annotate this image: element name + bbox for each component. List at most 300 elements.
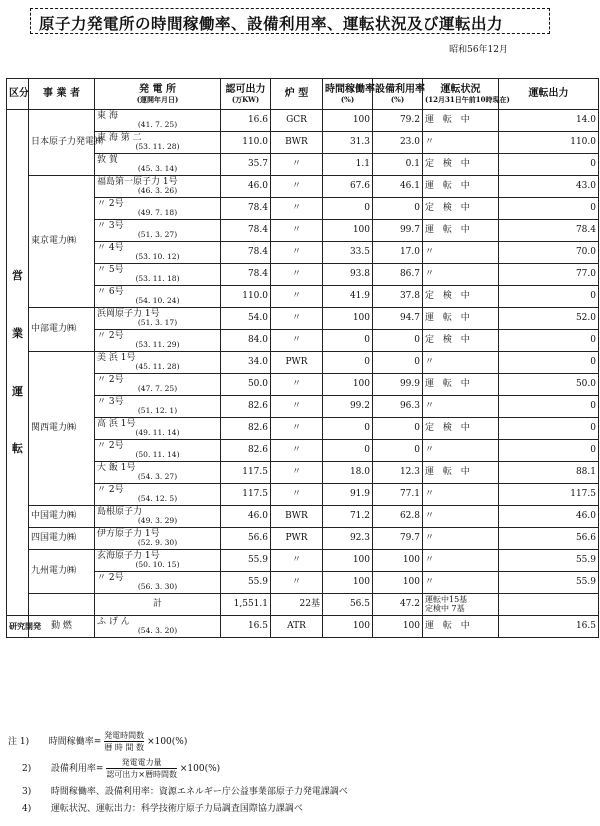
table-row [7,440,599,462]
header-plant-sub: (運開年月日) [136,94,179,104]
capacity-cell: 46.0 [221,506,271,528]
reactor-cell: BWR [271,132,323,154]
header-category: 区分 [7,79,29,110]
time-rate-cell: 71.2 [323,506,373,528]
plant-name: 〃 2号 [97,330,124,341]
time-rate-cell: 100 [323,308,373,330]
operator-tepco: 東京電力㈱ [29,176,95,308]
note-3-text: 時間稼働率、設備利用率：資源エネルギー庁公益事業部原子力発電課調べ [50,787,348,797]
category-commercial [7,110,29,616]
note-2-tail: ×100(%) [179,764,221,774]
table-row [7,198,599,220]
output-cell: 70.0 [499,242,599,264]
research-plant [95,616,221,638]
note-1-number: 1) [19,737,30,747]
header-time-rate-label: 時間稼働率 [325,84,375,96]
note-1 [8,730,588,753]
header-cap-factor-sub: (%) [390,94,405,104]
plant-name: 美 浜 1号 [97,352,136,363]
cap-factor-cell: 23.0 [373,132,423,154]
header-plant [95,79,221,110]
table-row [7,374,599,396]
category-research: 研究開発 [7,616,29,638]
plant-date: (56. 3. 30) [137,582,178,592]
cap-factor-cell: 37.8 [373,286,423,308]
capacity-cell: 34.0 [221,352,271,374]
table-row [7,242,599,264]
status-cell: 定 検 中 [423,330,499,352]
time-rate-cell: 0 [323,418,373,440]
time-rate-cell: 0 [323,352,373,374]
plant-cell [95,374,221,396]
status-cell: 〃 [423,550,499,572]
time-rate-cell: 93.8 [323,264,373,286]
status-cell: 運 転 中 [423,220,499,242]
capacity-cell: 117.5 [221,484,271,506]
plant-date: (50. 10. 15) [135,560,180,570]
plant-cell [95,154,221,176]
time-rate-cell: 100 [323,550,373,572]
notes [8,730,588,818]
capacity-cell: 55.9 [221,550,271,572]
table-row [7,110,599,132]
note-2-text: 設備利用率= [50,764,104,774]
status-cell: 〃 [423,264,499,286]
capacity-cell: 82.6 [221,396,271,418]
time-rate-cell: 0 [323,198,373,220]
header-operator: 事 業 者 [29,79,95,110]
plant-name: 福島第一原子力 1号 [97,176,178,187]
note-2-number: 2) [22,764,32,774]
total-row [7,594,599,616]
cap-factor-cell: 99.7 [373,220,423,242]
capacity-cell: 54.0 [221,308,271,330]
output-cell: 0 [499,198,599,220]
plant-name: 島根原子力 [97,506,143,517]
capacity-cell: 56.6 [221,528,271,550]
time-rate-cell: 100 [323,220,373,242]
capacity-cell: 55.9 [221,572,271,594]
reactor-cell: 〃 [271,198,323,220]
time-rate-cell: 18.0 [323,462,373,484]
total-operator-blank [29,594,95,616]
reactor-cell: PWR [271,352,323,374]
capacity-cell: 78.4 [221,264,271,286]
capacity-cell: 16.6 [221,110,271,132]
operator-pnc: 動 燃 [29,616,95,638]
cap-factor-cell: 79.7 [373,528,423,550]
reactor-cell: 〃 [271,572,323,594]
time-rate-cell: 99.2 [323,396,373,418]
plant-name: ふ げ ん [97,616,130,627]
status-cell: 〃 [423,242,499,264]
plant-cell [95,440,221,462]
plant-cell [95,308,221,330]
reactor-cell: PWR [271,528,323,550]
plant-name: 〃 3号 [97,396,124,407]
plant-cell [95,198,221,220]
cap-factor-cell: 96.3 [373,396,423,418]
plant-cell [95,264,221,286]
note-2-numerator: 発電電力量 [106,757,177,769]
plant-cell [95,462,221,484]
output-cell: 0 [499,330,599,352]
header-cap-factor-label: 設備利用率 [375,84,425,96]
status-cell: 〃 [423,484,499,506]
cap-factor-cell: 46.1 [373,176,423,198]
cap-factor-cell: 100 [373,550,423,572]
status-cell: 〃 [423,440,499,462]
table-row [7,418,599,440]
reactor-cell: GCR [271,110,323,132]
capacity-cell: 117.5 [221,462,271,484]
note-4 [8,801,588,814]
operator-chugoku: 中国電力㈱ [29,506,95,528]
status-cell: 運 転 中 [423,374,499,396]
note-2 [8,757,588,780]
status-cell: 運 転 中 [423,616,499,638]
status-cell: 定 検 中 [423,418,499,440]
total-status [423,594,499,616]
note-2-fraction [106,757,177,780]
time-rate-cell: 41.9 [323,286,373,308]
plant-date: (45. 3. 14) [137,164,178,174]
note-1-numerator: 発電時間数 [104,731,145,740]
note-3-number: 3) [22,787,32,797]
plant-cell [95,110,221,132]
plant-name: 玄海原子力 1号 [97,550,160,561]
reactor-cell: 〃 [271,374,323,396]
reactor-cell: 〃 [271,242,323,264]
total-cap-factor: 47.2 [373,594,423,616]
output-cell: 0 [499,154,599,176]
header-capacity-sub: (万KW) [231,94,260,104]
capacity-cell: 16.5 [221,616,271,638]
output-cell: 55.9 [499,572,599,594]
reactor-cell: 〃 [271,418,323,440]
plant-name: 東 海 第 二 [97,132,142,143]
plant-date: (45. 11. 28) [135,362,180,372]
table-row [7,462,599,484]
plant-date: (51. 3. 27) [137,230,178,240]
plant-date: (54. 12. 5) [137,494,178,504]
time-rate-cell: 91.9 [323,484,373,506]
total-reactor-count: 22基 [271,594,323,616]
note-1-text: 時間稼働率= [48,737,102,747]
cap-factor-cell: 0 [373,330,423,352]
plant-name: 〃 2号 [97,440,124,451]
header-time-rate [323,79,373,110]
plant-name: 〃 3号 [97,220,124,231]
cap-factor-cell: 17.0 [373,242,423,264]
table-row [7,154,599,176]
plant-cell [95,242,221,264]
time-rate-cell: 31.3 [323,132,373,154]
time-rate-cell: 92.3 [323,528,373,550]
header-capacity [221,79,271,110]
output-cell: 0 [499,440,599,462]
status-cell: 定 検 中 [423,198,499,220]
plant-cell [95,286,221,308]
table-row [7,484,599,506]
header-plant-label: 発 電 所 [139,84,176,96]
time-rate-cell: 0 [323,330,373,352]
table-row [7,220,599,242]
status-cell: 〃 [423,352,499,374]
output-cell: 46.0 [499,506,599,528]
cap-factor-cell: 0 [373,440,423,462]
plant-cell [95,550,221,572]
capacity-cell: 78.4 [221,220,271,242]
header-capacity-label: 認可出力 [225,84,266,96]
plant-name: 高 浜 1号 [97,418,136,429]
plant-cell [95,132,221,154]
plant-cell [95,396,221,418]
status-cell: 運 転 中 [423,462,499,484]
output-cell: 0 [499,396,599,418]
reactor-cell: 〃 [271,396,323,418]
plant-date: (49. 11. 14) [135,428,180,438]
table-row [7,396,599,418]
plant-date: (54. 10. 24) [135,296,180,306]
table-row [7,506,599,528]
reactor-cell: 〃 [271,462,323,484]
output-cell: 110.0 [499,132,599,154]
cap-factor-cell: 77.1 [373,484,423,506]
output-cell: 88.1 [499,462,599,484]
table-row [7,308,599,330]
note-3 [8,784,588,797]
category-char: 転 [12,442,23,456]
note-1-denominator: 暦 時 間 数 [104,743,144,752]
plant-date: (51. 12. 1) [137,406,178,416]
plant-date: (47. 7. 25) [137,384,178,394]
notes-label: 注 [8,737,18,747]
capacity-cell: 78.4 [221,242,271,264]
plant-date: (41. 7. 25) [137,120,178,130]
plant-name: 〃 2号 [97,572,124,583]
plant-table [6,78,599,638]
reactor-cell: 〃 [271,264,323,286]
time-rate-cell: 0 [323,440,373,462]
plant-date: (53. 11. 29) [135,340,180,350]
cap-factor-cell: 12.3 [373,462,423,484]
plant-name: 伊方原子力 1号 [97,528,160,539]
plant-name: 〃 2号 [97,374,124,385]
time-rate-cell: 1.1 [323,154,373,176]
document-date: 昭和56年12月 [449,45,508,55]
plant-name: 〃 2号 [97,484,124,495]
output-cell: 0 [499,352,599,374]
time-rate-cell: 33.5 [323,242,373,264]
operator-kansai: 関西電力㈱ [29,352,95,506]
cap-factor-cell: 94.7 [373,308,423,330]
plant-cell [95,352,221,374]
header-status-label: 運転状況 [440,84,481,96]
page-title: 原子力発電所の時間稼働率、設備利用率、運転状況及び運転出力 [39,14,504,33]
status-cell: 〃 [423,396,499,418]
category-char: 業 [12,326,23,340]
operator-chubu: 中部電力㈱ [29,308,95,352]
status-cell: 定 検 中 [423,154,499,176]
capacity-cell: 50.0 [221,374,271,396]
plant-date: (46. 3. 26) [137,186,178,196]
plant-name: 浜岡原子力 1号 [97,308,160,319]
status-cell: 〃 [423,506,499,528]
capacity-cell: 82.6 [221,418,271,440]
plant-cell [95,484,221,506]
plant-date: (51. 3. 17) [137,318,178,328]
total-capacity: 1,551.1 [221,594,271,616]
cap-factor-cell: 99.9 [373,374,423,396]
header-status-sub: (12月31日午前10時現在) [425,94,510,104]
research-row [7,616,599,638]
plant-cell [95,528,221,550]
operator-kyushu: 九州電力㈱ [29,550,95,594]
output-cell: 0 [499,418,599,440]
table-row [7,572,599,594]
table-row [7,528,599,550]
reactor-cell: BWR [271,506,323,528]
note-2-denominator: 認可出力×暦時間数 [106,770,177,779]
plant-name: 〃 2号 [97,198,124,209]
note-4-text: 運転状況、運転出力：科学技術庁原子力局調査国際協力課調べ [50,804,303,814]
total-status-running: 運転中15基 [425,595,468,605]
cap-factor-cell: 62.8 [373,506,423,528]
cap-factor-cell: 0 [373,352,423,374]
output-cell: 16.5 [499,616,599,638]
table-row [7,330,599,352]
output-cell: 56.6 [499,528,599,550]
header-output: 運転出力 [499,79,599,110]
cap-factor-cell: 79.2 [373,110,423,132]
status-cell: 定 検 中 [423,286,499,308]
table-body [7,110,599,638]
capacity-cell: 35.7 [221,154,271,176]
cap-factor-cell: 100 [373,572,423,594]
total-time-rate: 56.5 [323,594,373,616]
plant-name: 〃 6号 [97,286,124,297]
status-cell: 〃 [423,528,499,550]
output-cell: 50.0 [499,374,599,396]
output-cell: 14.0 [499,110,599,132]
plant-name: 〃 4号 [97,242,124,253]
reactor-cell: ATR [271,616,323,638]
reactor-cell: 〃 [271,484,323,506]
plant-cell [95,176,221,198]
status-cell: 運 転 中 [423,308,499,330]
plant-name: 〃 5号 [97,264,124,275]
reactor-cell: 〃 [271,330,323,352]
status-cell: 運 転 中 [423,176,499,198]
category-char: 運 [12,384,23,398]
reactor-cell: 〃 [271,220,323,242]
plant-cell [95,572,221,594]
total-status-inspection: 定検中 7基 [425,603,465,613]
reactor-cell: 〃 [271,286,323,308]
time-rate-cell: 100 [323,110,373,132]
cap-factor-cell: 0 [373,418,423,440]
reactor-cell: 〃 [271,154,323,176]
plant-date: (53. 10. 12) [135,252,180,262]
title-box [30,8,550,34]
plant-date: (53. 11. 28) [135,142,180,152]
time-rate-cell: 100 [323,374,373,396]
header-reactor: 炉 型 [271,79,323,110]
table-row [7,264,599,286]
time-rate-cell: 100 [323,616,373,638]
reactor-cell: 〃 [271,440,323,462]
cap-factor-cell: 86.7 [373,264,423,286]
reactor-cell: 〃 [271,176,323,198]
status-cell: 運 転 中 [423,110,499,132]
note-4-number: 4) [22,804,32,814]
capacity-cell: 110.0 [221,132,271,154]
plant-date: (49. 7. 18) [137,208,178,218]
reactor-cell: 〃 [271,308,323,330]
plant-date: (49. 3. 29) [137,516,178,526]
time-rate-cell: 67.6 [323,176,373,198]
plant-cell [95,418,221,440]
table-row [7,286,599,308]
plant-cell [95,220,221,242]
plant-date: (50. 11. 14) [135,450,180,460]
output-cell: 77.0 [499,264,599,286]
note-1-fraction [104,730,144,753]
capacity-cell: 84.0 [221,330,271,352]
capacity-cell: 78.4 [221,198,271,220]
capacity-cell: 46.0 [221,176,271,198]
cap-factor-cell: 100 [373,616,423,638]
plant-name: 敦 賀 [97,154,118,165]
plant-date: (53. 11. 18) [135,274,180,284]
header-status [423,79,510,110]
output-cell: 78.4 [499,220,599,242]
operator-shikoku: 四国電力㈱ [29,528,95,550]
plant-date: (54. 3. 20) [137,626,178,636]
total-label: 計 [95,594,221,616]
time-rate-cell: 100 [323,572,373,594]
plant-cell [95,330,221,352]
operator-japc: 日本原子力発電㈱ [29,110,95,176]
note-1-tail: ×100(%) [147,737,188,747]
total-output [499,594,599,616]
output-cell: 55.9 [499,550,599,572]
plant-name: 東 海 [97,110,118,121]
output-cell: 117.5 [499,484,599,506]
table-header-row [7,79,599,110]
status-cell: 〃 [423,572,499,594]
output-cell: 43.0 [499,176,599,198]
header-time-rate-sub: (%) [340,94,355,104]
status-cell: 〃 [423,132,499,154]
output-cell: 0 [499,286,599,308]
cap-factor-cell: 0 [373,198,423,220]
reactor-cell: 〃 [271,550,323,572]
table-row [7,176,599,198]
cap-factor-cell: 0.1 [373,154,423,176]
capacity-cell: 110.0 [221,286,271,308]
output-cell: 52.0 [499,308,599,330]
header-cap-factor [373,79,423,110]
capacity-cell: 82.6 [221,440,271,462]
table-row [7,550,599,572]
plant-cell [95,506,221,528]
plant-date: (54. 3. 27) [137,472,178,482]
plant-name: 大 飯 1号 [97,462,136,473]
category-char: 営 [12,269,23,283]
plant-date: (52. 9. 30) [137,538,178,548]
